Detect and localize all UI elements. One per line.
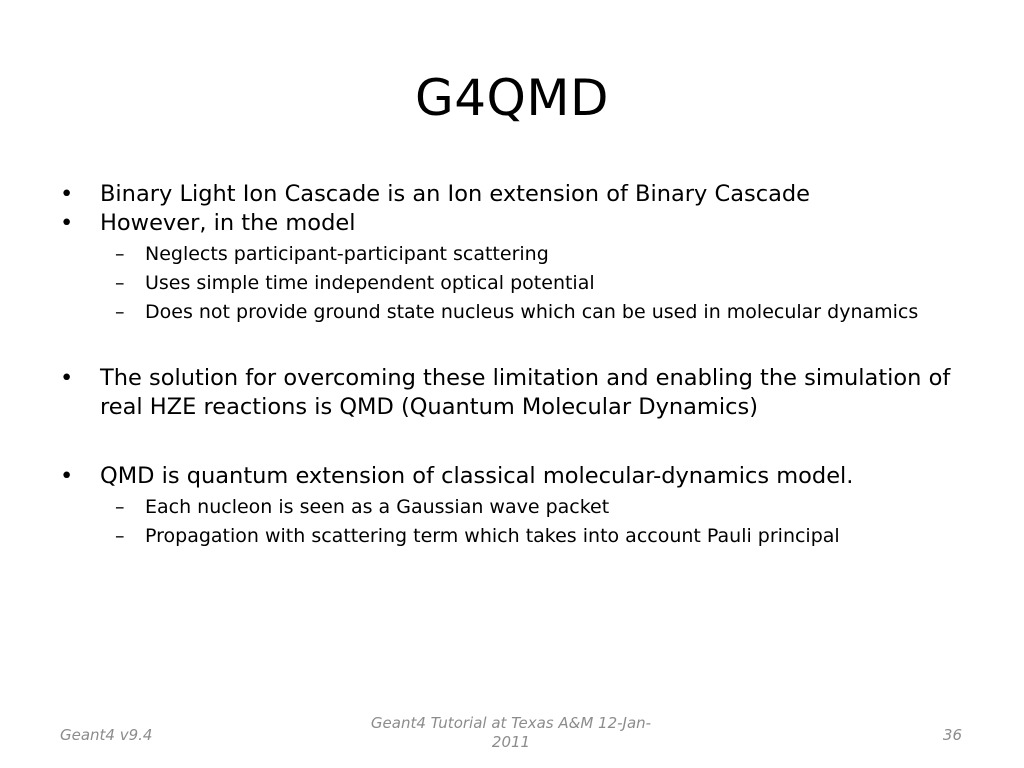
slide-body <box>56 180 971 549</box>
sub-bullet-marker: – <box>115 496 125 518</box>
sub-bullet-marker: – <box>115 525 125 547</box>
sub-bullet-item <box>56 495 971 520</box>
sub-bullet-item <box>56 242 971 267</box>
sub-bullet-marker: – <box>115 272 125 294</box>
slide-title: G4QMD <box>414 69 610 127</box>
sub-bullet-marker: – <box>115 301 125 323</box>
bullet-text: However, in the model <box>100 210 356 236</box>
bullet-marker: • <box>60 181 74 207</box>
sub-bullet-list <box>56 242 971 325</box>
slide-number: 36 <box>942 726 962 744</box>
sub-bullet-text: Neglects participant-participant scattering <box>145 243 549 265</box>
bullet-text: Binary Light Ion Cascade is an Ion extension of Binary Cascade <box>100 181 811 207</box>
footer-event: Geant4 Tutorial at Texas A&M 12-Jan-2011 <box>370 714 652 751</box>
bullet-text: The solution for overcoming these limitation and enabling the simulation of real HZE reactions is QMD (Quantum Molecular Dynamics) <box>100 365 951 420</box>
bullet-marker: • <box>60 463 74 489</box>
bullet-item <box>56 209 971 238</box>
sub-bullet-text: Each nucleon is seen as a Gaussian wave packet <box>145 496 610 518</box>
bullet-text: QMD is quantum extension of classical molecular-dynamics model. <box>100 463 854 489</box>
bullet-marker: • <box>60 365 74 391</box>
sub-bullet-text: Propagation with scattering term which takes into account Pauli principal <box>145 525 840 547</box>
sub-bullet-text: Does not provide ground state nucleus which can be used in molecular dynamics <box>145 301 919 323</box>
bullet-item <box>56 364 971 422</box>
bullet-item <box>56 462 971 491</box>
sub-bullet-text: Uses simple time independent optical potential <box>145 272 595 294</box>
sub-bullet-marker: – <box>115 243 125 265</box>
bullet-item <box>56 180 971 209</box>
sub-bullet-item <box>56 271 971 296</box>
footer-version: Geant4 v9.4 <box>60 726 153 744</box>
sub-bullet-item <box>56 300 971 325</box>
sub-bullet-item <box>56 524 971 549</box>
bullet-marker: • <box>60 210 74 236</box>
sub-bullet-list <box>56 495 971 549</box>
